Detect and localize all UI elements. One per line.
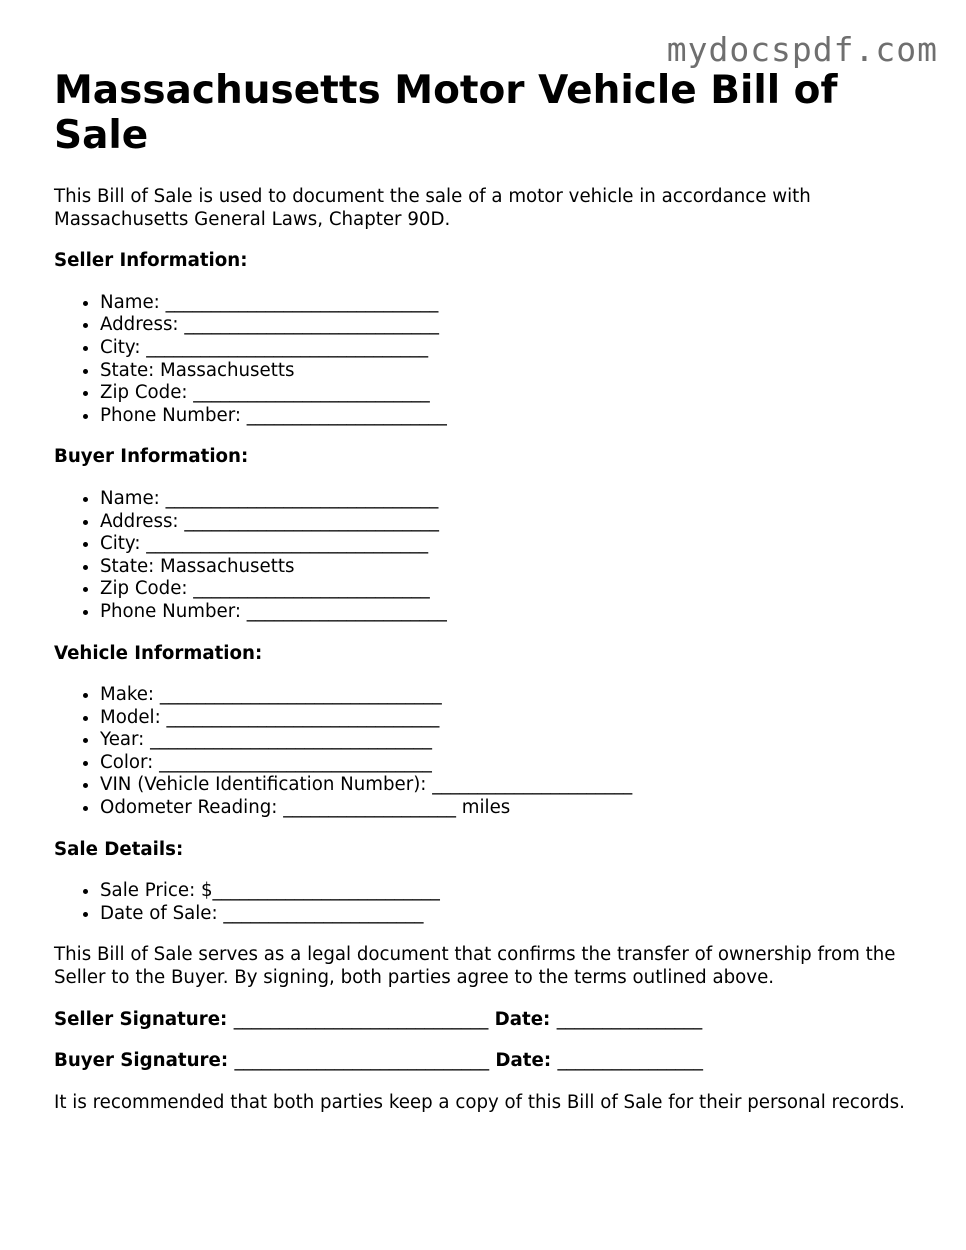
recommendation-paragraph: It is recommended that both parties keep a copy of this Bill of Sale for their personal records.	[54, 1091, 905, 1113]
vehicle-color-field: • Color: ______________________________	[100, 752, 924, 775]
buyer-name-field: • Name: ______________________________	[100, 488, 924, 511]
intro-paragraph: This Bill of Sale is used to document the sale of a motor vehicle in accordance with Massachusetts General Laws, Chapter 90D.	[54, 186, 811, 230]
buyer-heading: Buyer Information:	[54, 446, 249, 468]
vehicle-odometer-field: • Odometer Reading: ___________________ miles	[100, 797, 924, 820]
sale-date-field: • Date of Sale: ______________________	[100, 903, 924, 926]
vehicle-list	[54, 684, 924, 820]
sale-price-field: • Sale Price: $_________________________	[100, 880, 924, 903]
seller-name-field: • Name: ______________________________	[100, 292, 924, 315]
sale-list	[54, 880, 924, 925]
seller-date-line: ________________	[556, 1008, 703, 1030]
watermark: mydocspdf.com	[666, 30, 938, 69]
seller-signature-row	[54, 1009, 924, 1032]
buyer-date-label: Date:	[495, 1050, 552, 1072]
buyer-signature-line: ____________________________	[234, 1050, 490, 1072]
sale-heading: Sale Details:	[54, 838, 184, 860]
buyer-signature-row	[54, 1050, 924, 1073]
document	[54, 68, 924, 1114]
seller-heading: Seller Information:	[54, 250, 248, 272]
seller-phone-field: • Phone Number: ______________________	[100, 405, 924, 428]
page-title: Massachusetts Motor Vehicle Bill of Sale	[54, 68, 838, 158]
buyer-signature-label: Buyer Signature:	[54, 1050, 229, 1072]
vehicle-heading: Vehicle Information:	[54, 642, 263, 664]
seller-list	[54, 292, 924, 428]
seller-zip-field: • Zip Code: __________________________	[100, 382, 924, 405]
vehicle-vin-field: • VIN (Vehicle Identification Number): ______________________	[100, 774, 924, 797]
seller-signature-line: ____________________________	[233, 1008, 489, 1030]
closing-paragraph: This Bill of Sale serves as a legal document that confirms the transfer of ownership from the Seller to the Buyer. By signing, both parties agree to the terms outlined above.	[54, 944, 896, 989]
vehicle-make-field: • Make: _______________________________	[100, 684, 924, 707]
buyer-zip-field: • Zip Code: __________________________	[100, 578, 924, 601]
buyer-state-field: • State: Massachusetts	[100, 556, 924, 579]
buyer-city-field: • City: _______________________________	[100, 533, 924, 556]
seller-date-label: Date:	[494, 1008, 551, 1030]
buyer-phone-field: • Phone Number: ______________________	[100, 601, 924, 624]
vehicle-model-field: • Model: ______________________________	[100, 707, 924, 730]
seller-city-field: • City: _______________________________	[100, 337, 924, 360]
buyer-list	[54, 488, 924, 624]
buyer-address-field: • Address: ____________________________	[100, 511, 924, 534]
buyer-date-line: ________________	[557, 1050, 703, 1072]
vehicle-year-field: • Year: _______________________________	[100, 729, 924, 752]
seller-state-field: • State: Massachusetts	[100, 360, 924, 383]
seller-signature-label: Seller Signature:	[54, 1008, 228, 1030]
seller-address-field: • Address: ____________________________	[100, 314, 924, 337]
